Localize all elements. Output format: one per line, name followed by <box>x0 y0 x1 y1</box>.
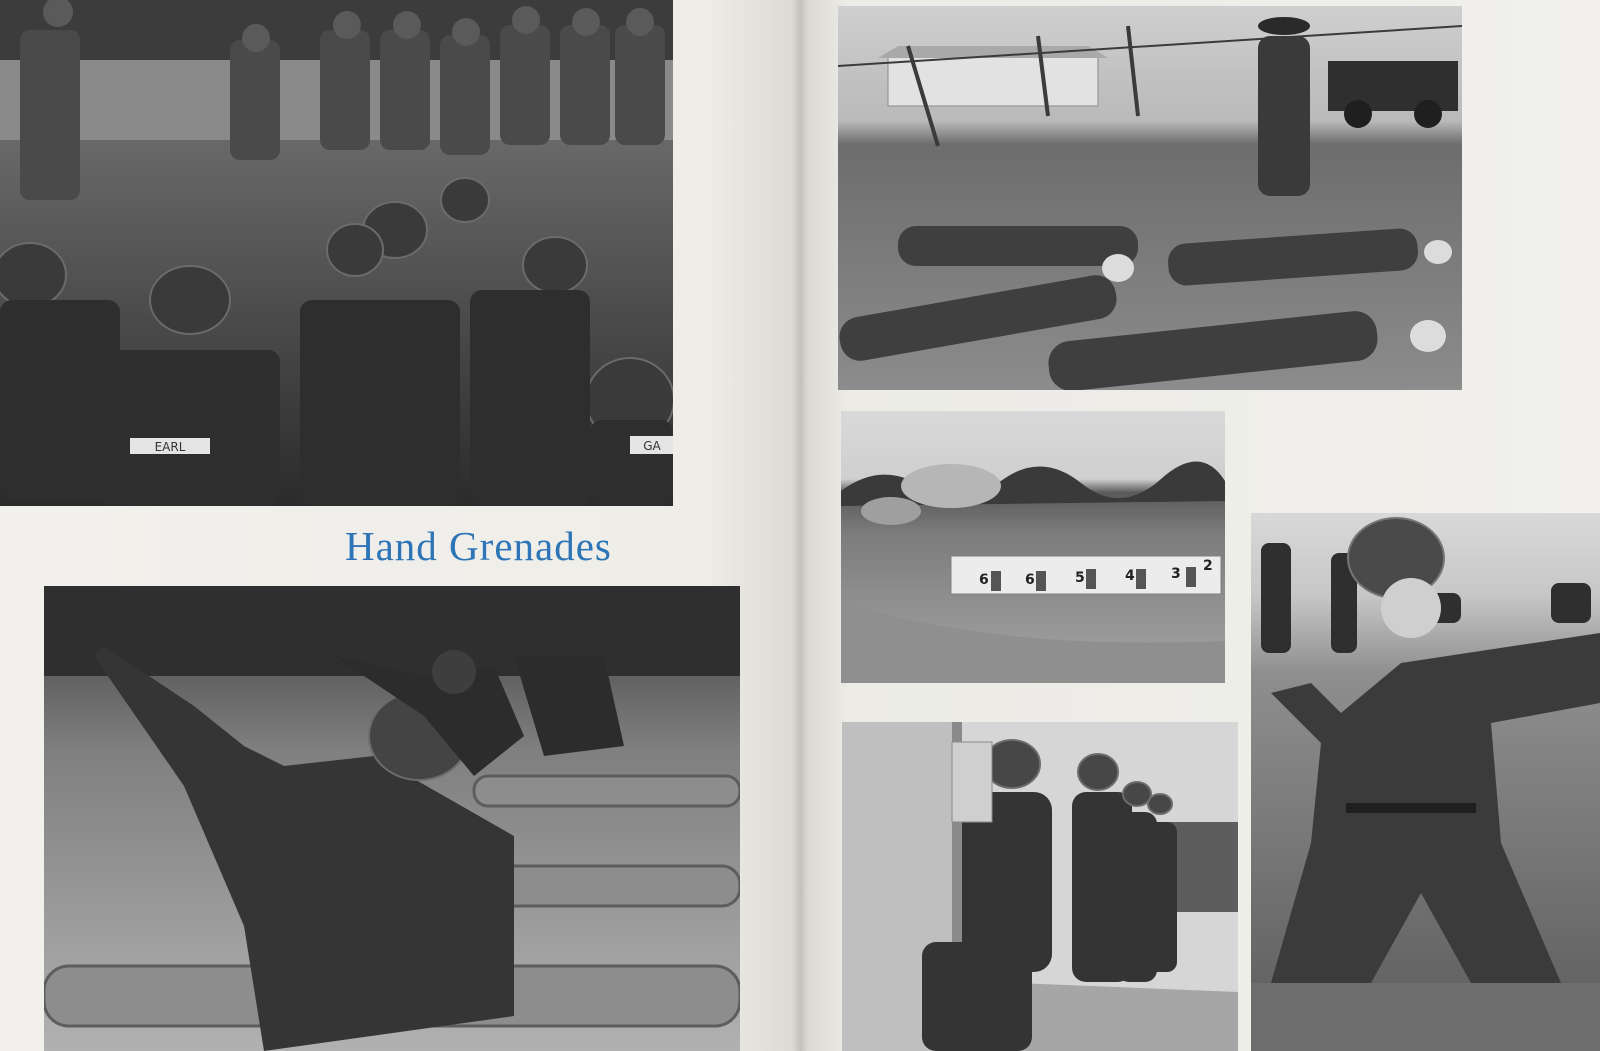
book-gutter <box>792 0 808 1051</box>
range-lane-number: 4 <box>1125 568 1135 584</box>
right-page <box>800 0 1600 1051</box>
range-lane-number: 6 <box>979 572 989 588</box>
range-lane-number: 6 <box>1025 572 1035 588</box>
photo-throwing-practice-image <box>44 586 740 1051</box>
page-title: Hand Grenades <box>345 523 612 569</box>
photo-class-briefing <box>0 0 673 506</box>
photo-prone-throwing-drill <box>838 6 1462 390</box>
photo-kneeling-throw <box>1251 513 1600 1051</box>
photo-bay-line-up-image <box>842 722 1238 1051</box>
helmet-tape-text-ga: GA <box>643 439 661 453</box>
photo-grenade-range-image <box>841 411 1225 683</box>
helmet-tape-text-earl: EARL <box>154 440 186 454</box>
photo-grenade-range <box>841 411 1225 683</box>
range-lane-number: 5 <box>1075 570 1085 586</box>
photo-prone-drill-image <box>838 6 1462 390</box>
photo-class-briefing-image <box>0 0 673 506</box>
photo-throwing-practice <box>44 586 740 1051</box>
range-lane-number: 3 <box>1171 566 1181 582</box>
photo-bay-line-up <box>842 722 1238 1051</box>
photo-kneeling-throw-image <box>1251 513 1600 1051</box>
range-lane-number: 2 <box>1203 558 1213 574</box>
